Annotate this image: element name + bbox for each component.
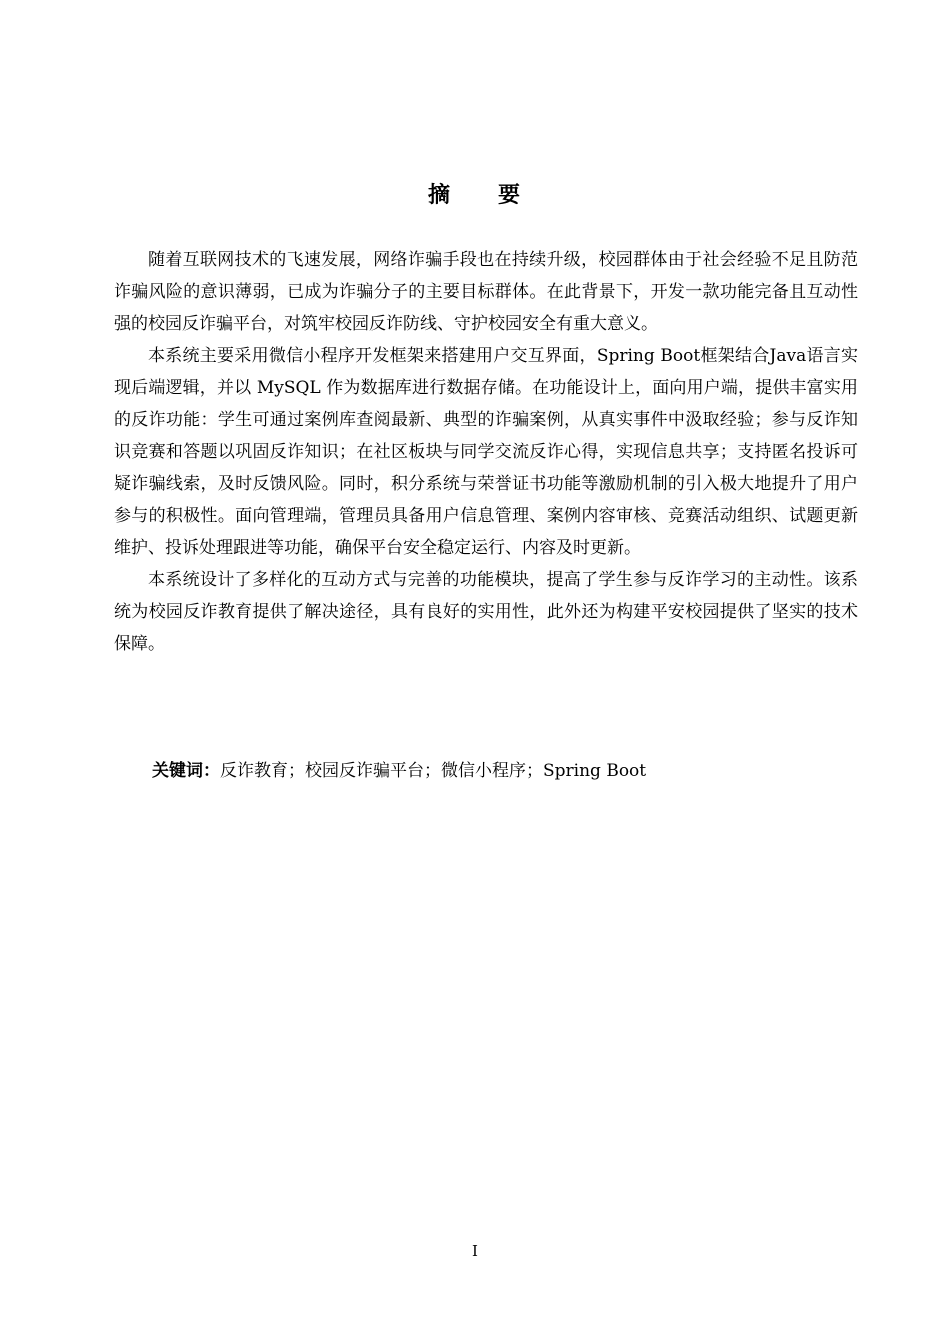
page-title — [0, 178, 950, 209]
abstract-paragraph-3: 本系统设计了多样化的互动方式与完善的功能模块，提高了学生参与反诈学习的主动性。该系统为校园反诈教育提供了解决途径，具有良好的实用性，此外还为构建平安校园提供了坚实的技术保障。 — [114, 570, 858, 654]
keywords-label: 关键词： — [152, 761, 220, 781]
keywords-line — [152, 755, 858, 787]
abstract-paragraph-1: 随着互联网技术的飞速发展，网络诈骗手段也在持续升级，校园群体由于社会经验不足且防范诈骗风险的意识薄弱，已成为诈骗分子的主要目标群体。在此背景下，开发一款功能完备且互动性强的校园反诈骗平台，对筑牢校园反诈防线、守护校园安全有重大意义。 — [114, 250, 858, 334]
abstract-body — [114, 244, 858, 660]
title-char-2: 要 — [498, 183, 523, 208]
keywords-text: 反诈教育；校园反诈骗平台；微信小程序；Spring Boot — [220, 761, 647, 781]
title-char-1: 摘 — [427, 183, 452, 208]
abstract-paragraph-2: 本系统主要采用微信小程序开发框架来搭建用户交互界面，Spring Boot框架结合Java语言实现后端逻辑，并以 MySQL 作为数据库进行数据存储。在功能设计上，面向用户端，提供丰富实用的反诈功能：学生可通过案例库查阅最新、典型的诈骗案例，从真实事件中汲取经验；参与反诈知识竞赛和答题以巩固反诈知识；在社区板块与同学交流反诈心得，实现信息共享；支持匿名投诉可疑诈骗线索，及时反馈风险。同时，积分系统与荣誉证书功能等激励机制的引入极大地提升了用户参与的积极性。面向管理端，管理员具备用户信息管理、案例内容审核、竞赛活动组织、试题更新维护、投诉处理跟进等功能，确保平台安全稳定运行、内容及时更新。 — [114, 346, 858, 558]
page-number: I — [472, 1242, 478, 1260]
